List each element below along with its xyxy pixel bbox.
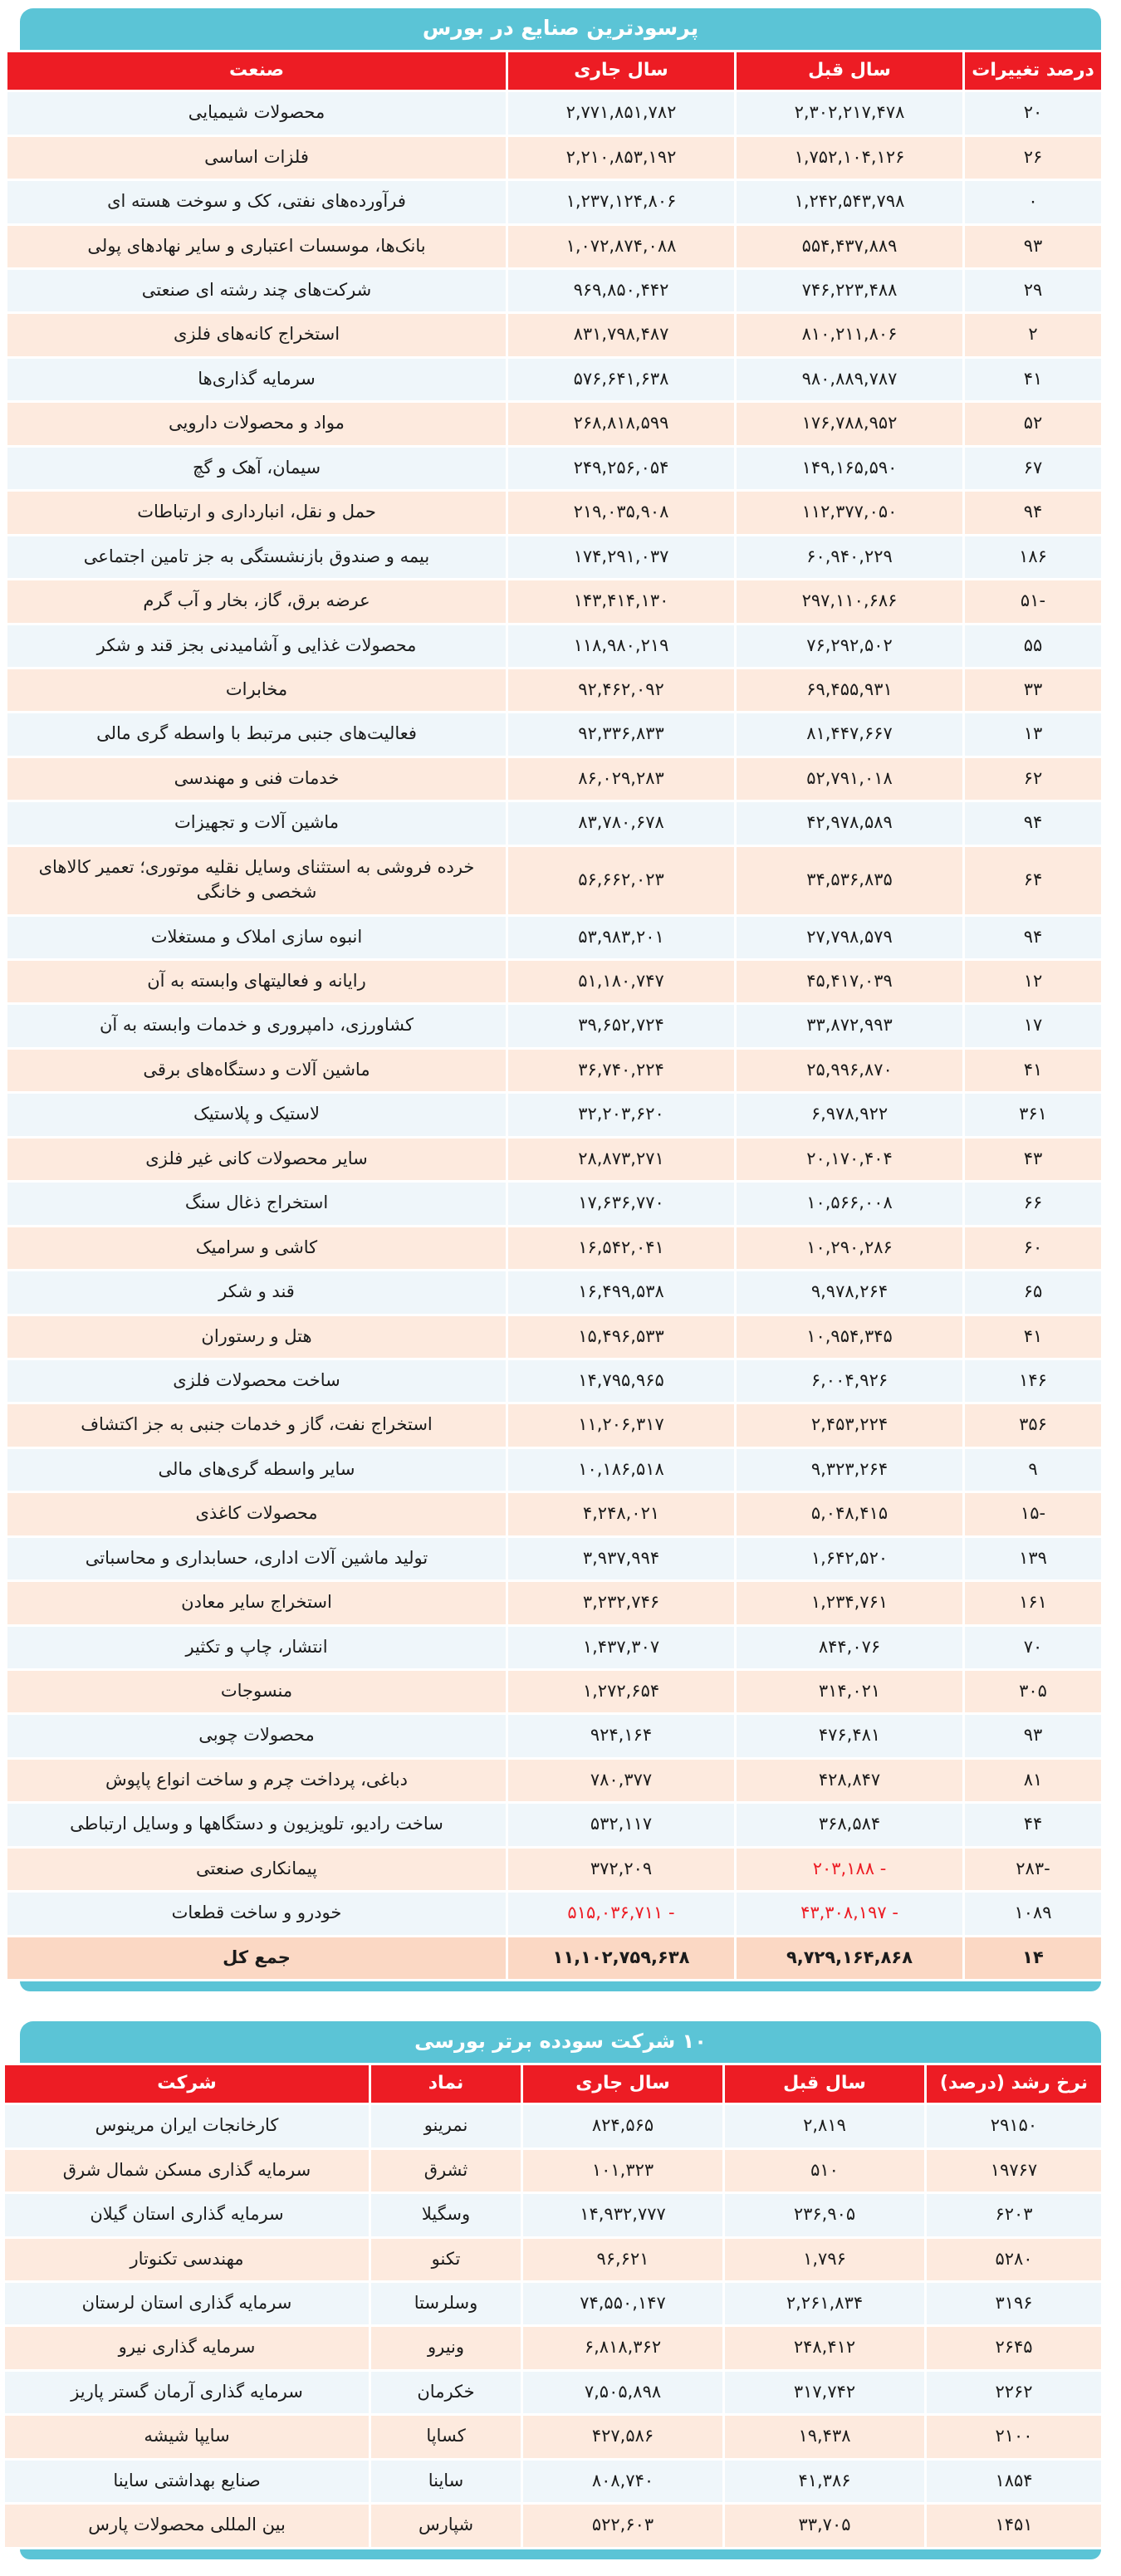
table-row [7, 1005, 1101, 1046]
table-row [7, 181, 1101, 223]
cell-current-year: ۹۲,۳۳۶,۸۳۳ [508, 713, 734, 755]
cell-previous-year: ۲,۳۰۲,۲۱۷,۴۷۸ [737, 92, 962, 134]
table-row [7, 1493, 1101, 1535]
cell-industry-name: بانک‌ها، موسسات اعتباری و سایر نهادهای پولی [7, 226, 506, 267]
cell-previous-year: ۵۲,۷۹۱,۰۱۸ [737, 758, 962, 800]
cell-current-year: ۵۳۲,۱۱۷ [508, 1804, 734, 1845]
cell-growth-rate: ۲۶۴۵ [927, 2327, 1101, 2368]
cell-previous-year: ۲۵,۹۹۶,۸۷۰ [737, 1050, 962, 1091]
table-row [7, 1449, 1101, 1491]
cell-company-current-year: ۱۰۱,۳۲۳ [523, 2150, 722, 2192]
cell-percent-change: ۶۰ [965, 1227, 1101, 1269]
cell-percent-change: ۳۰۵ [965, 1671, 1101, 1712]
cell-percent-change: ۴۱ [965, 1050, 1101, 1091]
cell-industry-name: فعالیت‌های جنبی مرتبط با واسطه گری مالی [7, 713, 506, 755]
cell-percent-change: ۴۱ [965, 1316, 1101, 1358]
table-row [7, 802, 1101, 844]
cell-percent-change: ۱۴۶ [965, 1360, 1101, 1402]
cell-previous-year: ۲۷,۷۹۸,۵۷۹ [737, 917, 962, 958]
table-row [7, 1893, 1101, 1934]
cell-percent-change: ۹۴ [965, 917, 1101, 958]
cell-current-year: ۲۸,۸۷۳,۲۷۱ [508, 1139, 734, 1180]
cell-previous-year: ۳۶۸,۵۸۴ [737, 1804, 962, 1845]
cell-percent-change: ۳۶۱ [965, 1094, 1101, 1135]
table-row [7, 1360, 1101, 1402]
cell-percent-change: ۱۷ [965, 1005, 1101, 1046]
cell-company-current-year: ۴۲۷,۵۸۶ [523, 2416, 722, 2457]
companies-header-row [5, 2065, 1101, 2103]
table-row [5, 2105, 1101, 2147]
cell-current-year: ۱۴,۷۹۵,۹۶۵ [508, 1360, 734, 1402]
column-header-current-year[interactable]: سال جاری [508, 52, 734, 90]
table-row [7, 226, 1101, 267]
cell-industry-name: انتشار، چاپ و تکثیر [7, 1627, 506, 1668]
companies-table-body [5, 2105, 1101, 2546]
cell-industry-name: استخراج نفت، گاز و خدمات جنبی به جز اکتشاف [7, 1404, 506, 1446]
cell-percent-change: ۵۲ [965, 403, 1101, 444]
cell-industry-name: استخراج سایر معادن [7, 1582, 506, 1623]
table-row [7, 1050, 1101, 1091]
cell-previous-year: ۵,۰۴۸,۴۱۵ [737, 1493, 962, 1535]
cell-previous-year: ۱۰,۹۵۴,۳۴۵ [737, 1316, 962, 1358]
cell-percent-change: ۶۷ [965, 448, 1101, 489]
table-row [7, 1094, 1101, 1135]
cell-percent-change: -۲۸۳ [965, 1849, 1101, 1890]
cell-company-symbol: تکنو [371, 2239, 521, 2280]
cell-current-year: ۲۱۹,۰۳۵,۹۰۸ [508, 492, 734, 533]
panel-spacer [0, 1991, 1121, 2013]
table-row [7, 1627, 1101, 1668]
cell-current-year: ۱,۴۳۷,۳۰۷ [508, 1627, 734, 1668]
cell-current-year: ۳۶,۷۴۰,۲۲۴ [508, 1050, 734, 1091]
cell-current-year: ۱۶,۴۹۹,۵۳۸ [508, 1271, 734, 1313]
table-row [5, 2239, 1101, 2280]
cell-company-previous-year: ۳۱۷,۷۴۲ [725, 2372, 924, 2413]
cell-industry-name: ماشین آلات و تجهیزات [7, 802, 506, 844]
table-row [7, 1671, 1101, 1712]
cell-industry-name: قند و شکر [7, 1271, 506, 1313]
table-row [5, 2372, 1101, 2413]
cell-industry-name: محصولات غذایی و آشامیدنی بجز قند و شکر [7, 625, 506, 667]
cell-percent-change: ۱۶۱ [965, 1582, 1101, 1623]
cell-percent-change: ۷۰ [965, 1627, 1101, 1668]
cell-industry-name: خدمات فنی و مهندسی [7, 758, 506, 800]
cell-previous-year: ۱۱۲,۳۷۷,۰۵۰ [737, 492, 962, 533]
cell-company-previous-year: ۲,۲۶۱,۸۳۴ [725, 2283, 924, 2324]
cell-current-year: ۱۱۸,۹۸۰,۲۱۹ [508, 625, 734, 667]
cell-company-name: سایپا شیشه [5, 2416, 369, 2457]
table-row [7, 1316, 1101, 1358]
industries-panel [0, 8, 1121, 1991]
cell-percent-change: ۱۳۹ [965, 1538, 1101, 1579]
cell-total-current-year: ۱۱,۱۰۲,۷۵۹,۶۳۸ [508, 1937, 734, 1979]
cell-current-year: ۳,۹۳۷,۹۹۴ [508, 1538, 734, 1579]
cell-industry-name: رایانه و فعالیتهای وابسته به آن [7, 961, 506, 1002]
column-header-percent-change[interactable]: درصد تغییرات [965, 52, 1101, 90]
cell-company-name: سرمایه گذاری آرمان گستر پاریز [5, 2372, 369, 2413]
cell-company-name: مهندسی تکنوتار [5, 2239, 369, 2280]
cell-industry-name: ماشین آلات و دستگاه‌های برقی [7, 1050, 506, 1091]
cell-percent-change: ۱۳ [965, 713, 1101, 755]
cell-percent-change: ۶۶ [965, 1183, 1101, 1224]
cell-previous-year: ۳۴,۵۳۶,۸۳۵ [737, 847, 962, 914]
cell-company-name: سرمایه گذاری استان لرستان [5, 2283, 369, 2324]
table-row [7, 713, 1101, 755]
cell-previous-year: ۷۴۶,۲۲۳,۴۸۸ [737, 270, 962, 311]
companies-table [2, 2063, 1104, 2549]
cell-percent-change: ۶۴ [965, 847, 1101, 914]
cell-industry-name: خودرو و ساخت قطعات [7, 1893, 506, 1934]
cell-current-year: - ۵۱۵,۰۳۶,۷۱۱ [508, 1893, 734, 1934]
cell-company-previous-year: ۳۳,۷۰۵ [725, 2505, 924, 2546]
cell-total-percent-change: ۱۴ [965, 1937, 1101, 1979]
infographic-page [0, 8, 1121, 2571]
table-row [7, 917, 1101, 958]
cell-industry-name: تولید ماشین آلات اداری، حسابداری و محاسباتی [7, 1538, 506, 1579]
column-header-previous-year[interactable]: سال قبل [737, 52, 962, 90]
cell-company-name: کارخانجات ایران مرینوس [5, 2105, 369, 2147]
cell-company-current-year: ۷,۵۰۵,۸۹۸ [523, 2372, 722, 2413]
cell-previous-year: ۶,۹۷۸,۹۲۲ [737, 1094, 962, 1135]
column-header-company-current-year[interactable]: سال جاری [523, 2065, 722, 2103]
table-row [7, 1271, 1101, 1313]
table-row [7, 580, 1101, 622]
cell-total-previous-year: ۹,۷۲۹,۱۶۴,۸۶۸ [737, 1937, 962, 1979]
table-row [5, 2327, 1101, 2368]
cell-growth-rate: ۲۹۱۵۰ [927, 2105, 1101, 2147]
cell-company-previous-year: ۱,۷۹۶ [725, 2239, 924, 2280]
cell-company-name: صنایع بهداشتی ساینا [5, 2461, 369, 2502]
cell-percent-change: ۲۰ [965, 92, 1101, 134]
cell-industry-name: سرمایه گذاری‌ها [7, 359, 506, 400]
cell-industry-name: کشاورزی، دامپروری و خدمات وابسته به آن [7, 1005, 506, 1046]
cell-previous-year: ۱۰,۲۹۰,۲۸۶ [737, 1227, 962, 1269]
table-row [7, 1582, 1101, 1623]
cell-industry-name: عرضه برق، گاز، بخار و آب گرم [7, 580, 506, 622]
cell-percent-change: ۲ [965, 314, 1101, 355]
cell-industry-name: خرده فروشی به استثنای وسایل نقلیه موتوری؛ تعمیر کالاهای شخصی و خانگی [7, 847, 506, 914]
cell-company-name: سرمایه گذاری استان گیلان [5, 2194, 369, 2236]
industries-table-body [7, 92, 1101, 1979]
table-row [7, 492, 1101, 533]
table-row [7, 314, 1101, 355]
cell-previous-year: ۸۱۰,۲۱۱,۸۰۶ [737, 314, 962, 355]
cell-percent-change: ۲۹ [965, 270, 1101, 311]
table-row [7, 1538, 1101, 1579]
cell-previous-year: ۹,۹۷۸,۲۶۴ [737, 1271, 962, 1313]
cell-current-year: ۳۷۲,۲۰۹ [508, 1849, 734, 1890]
table-row [7, 1139, 1101, 1180]
cell-industry-name: استخراج ذغال سنگ [7, 1183, 506, 1224]
cell-industry-name: محصولات چوبی [7, 1715, 506, 1756]
cell-industry-name: پیمانکاری صنعتی [7, 1849, 506, 1890]
cell-growth-rate: ۲۲۶۲ [927, 2372, 1101, 2413]
cell-company-symbol: ثشرق [371, 2150, 521, 2192]
cell-current-year: ۱۰,۱۸۶,۵۱۸ [508, 1449, 734, 1491]
companies-panel [0, 2021, 1121, 2559]
cell-growth-rate: ۱۸۵۴ [927, 2461, 1101, 2502]
cell-percent-change: ۸۱ [965, 1760, 1101, 1801]
cell-company-previous-year: ۵۱۰ [725, 2150, 924, 2192]
cell-previous-year: ۸۱,۴۴۷,۶۶۷ [737, 713, 962, 755]
cell-previous-year: ۶۰,۹۴۰,۲۲۹ [737, 536, 962, 578]
cell-company-previous-year: ۲,۸۱۹ [725, 2105, 924, 2147]
cell-previous-year: ۸۴۴,۰۷۶ [737, 1627, 962, 1668]
cell-current-year: ۸۳,۷۸۰,۶۷۸ [508, 802, 734, 844]
cell-company-name: بین المللی محصولات پارس [5, 2505, 369, 2546]
cell-previous-year: ۴۲۸,۸۴۷ [737, 1760, 962, 1801]
table-row [7, 1760, 1101, 1801]
industries-table-header [7, 52, 1101, 90]
table-row [5, 2194, 1101, 2236]
cell-previous-year: ۹,۳۲۳,۲۶۴ [737, 1449, 962, 1491]
cell-previous-year: ۱,۶۴۲,۵۲۰ [737, 1538, 962, 1579]
table-row [5, 2416, 1101, 2457]
table-row [7, 1227, 1101, 1269]
table-row [7, 448, 1101, 489]
cell-industry-name: لاستیک و پلاستیک [7, 1094, 506, 1135]
column-header-company-previous-year[interactable]: سال قبل [725, 2065, 924, 2103]
table-row [7, 536, 1101, 578]
cell-previous-year: ۱,۷۵۲,۱۰۴,۱۲۶ [737, 137, 962, 179]
cell-percent-change: ۳۵۶ [965, 1404, 1101, 1446]
cell-percent-change: ۰ [965, 181, 1101, 223]
cell-current-year: ۹۲,۴۶۲,۰۹۲ [508, 669, 734, 711]
cell-previous-year: ۳۱۴,۰۲۱ [737, 1671, 962, 1712]
cell-company-symbol: کساپا [371, 2416, 521, 2457]
cell-previous-year: - ۴۳,۳۰۸,۱۹۷ [737, 1893, 962, 1934]
cell-industry-name: منسوجات [7, 1671, 506, 1712]
cell-current-year: ۱۴۳,۴۱۴,۱۳۰ [508, 580, 734, 622]
cell-percent-change: ۹۳ [965, 1715, 1101, 1756]
cell-current-year: ۱۷۴,۲۹۱,۰۳۷ [508, 536, 734, 578]
cell-growth-rate: ۲۱۰۰ [927, 2416, 1101, 2457]
companies-table-header [5, 2065, 1101, 2103]
cell-company-current-year: ۱۴,۹۳۲,۷۷۷ [523, 2194, 722, 2236]
cell-current-year: ۵۷۶,۶۴۱,۶۳۸ [508, 359, 734, 400]
cell-previous-year: ۱,۲۴۲,۵۴۳,۷۹۸ [737, 181, 962, 223]
table-row [7, 961, 1101, 1002]
cell-industry-name: محصولات کاغذی [7, 1493, 506, 1535]
cell-previous-year: ۷۶,۲۹۲,۵۰۲ [737, 625, 962, 667]
table-row [7, 1804, 1101, 1845]
cell-current-year: ۱۱,۲۰۶,۳۱۷ [508, 1404, 734, 1446]
cell-industry-name: ساخت رادیو، تلویزیون و دستگاهها و وسایل ارتباطی [7, 1804, 506, 1845]
table-row [7, 625, 1101, 667]
cell-industry-name: مخابرات [7, 669, 506, 711]
cell-previous-year: ۱۷۶,۷۸۸,۹۵۲ [737, 403, 962, 444]
cell-company-current-year: ۸۰۸,۷۴۰ [523, 2461, 722, 2502]
cell-previous-year: ۲,۴۵۳,۲۲۴ [737, 1404, 962, 1446]
table-row [7, 1715, 1101, 1756]
cell-company-symbol: شپارس [371, 2505, 521, 2546]
cell-current-year: ۱,۲۷۲,۶۵۴ [508, 1671, 734, 1712]
cell-percent-change: ۵۵ [965, 625, 1101, 667]
cell-industry-name: فرآورده‌های نفتی، کک و سوخت هسته ای [7, 181, 506, 223]
cell-percent-change: ۲۶ [965, 137, 1101, 179]
cell-growth-rate: ۵۲۸۰ [927, 2239, 1101, 2280]
cell-company-current-year: ۷۴,۵۵۰,۱۴۷ [523, 2283, 722, 2324]
industries-table [5, 50, 1104, 1981]
table-row [7, 1849, 1101, 1890]
cell-current-year: ۵۳,۹۸۳,۲۰۱ [508, 917, 734, 958]
cell-company-current-year: ۸۲۴,۵۶۵ [523, 2105, 722, 2147]
table-row [7, 403, 1101, 444]
column-header-symbol[interactable]: نماد [371, 2065, 521, 2103]
cell-company-previous-year: ۱۹,۴۳۸ [725, 2416, 924, 2457]
column-header-company[interactable]: شرکت [5, 2065, 369, 2103]
cell-current-year: ۵۶,۶۶۲,۰۲۳ [508, 847, 734, 914]
cell-industry-name: ساخت محصولات فلزی [7, 1360, 506, 1402]
cell-percent-change: -۱۵ [965, 1493, 1101, 1535]
cell-percent-change: ۱۰۸۹ [965, 1893, 1101, 1934]
table-row [7, 137, 1101, 179]
cell-current-year: ۵۱,۱۸۰,۷۴۷ [508, 961, 734, 1002]
cell-industry-name: سایر واسطه گری‌های مالی [7, 1449, 506, 1491]
table-row [7, 1404, 1101, 1446]
cell-company-current-year: ۵۲۲,۶۰۳ [523, 2505, 722, 2546]
cell-industry-name: مواد و محصولات دارویی [7, 403, 506, 444]
industries-panel-title: پرسودترین صنایع در بورس [20, 8, 1101, 50]
cell-growth-rate: ۶۲۰۳ [927, 2194, 1101, 2236]
table-row [5, 2505, 1101, 2546]
cell-industry-name: هتل و رستوران [7, 1316, 506, 1358]
cell-industry-name: استخراج کانه‌های فلزی [7, 314, 506, 355]
cell-company-previous-year: ۲۳۶,۹۰۵ [725, 2194, 924, 2236]
total-row [7, 1937, 1101, 1979]
companies-panel-title: ۱۰ شرکت سودده برتر بورسی [20, 2021, 1101, 2063]
cell-company-symbol: ونیرو [371, 2327, 521, 2368]
industries-header-row [7, 52, 1101, 90]
cell-industry-name: سیمان، آهک و گچ [7, 448, 506, 489]
cell-previous-year: ۱,۲۳۴,۷۶۱ [737, 1582, 962, 1623]
cell-growth-rate: ۱۹۷۶۷ [927, 2150, 1101, 2192]
cell-industry-name: محصولات شیمیایی [7, 92, 506, 134]
cell-industry-name: بیمه و صندوق بازنشستگی به جز تامین اجتماعی [7, 536, 506, 578]
cell-current-year: ۱۷,۶۳۶,۷۷۰ [508, 1183, 734, 1224]
cell-company-symbol: وسلرستا [371, 2283, 521, 2324]
cell-industry-name: حمل و نقل، انبارداری و ارتباطات [7, 492, 506, 533]
cell-current-year: ۲۴۹,۲۵۶,۰۵۴ [508, 448, 734, 489]
cell-current-year: ۱,۰۷۲,۸۷۴,۰۸۸ [508, 226, 734, 267]
cell-current-year: ۲۶۸,۸۱۸,۵۹۹ [508, 403, 734, 444]
cell-percent-change: ۴۱ [965, 359, 1101, 400]
cell-percent-change: ۹ [965, 1449, 1101, 1491]
table-row [7, 359, 1101, 400]
cell-previous-year: ۳۳,۸۷۲,۹۹۳ [737, 1005, 962, 1046]
cell-current-year: ۲,۷۷۱,۸۵۱,۷۸۲ [508, 92, 734, 134]
cell-percent-change: ۱۸۶ [965, 536, 1101, 578]
cell-current-year: ۸۶,۰۲۹,۲۸۳ [508, 758, 734, 800]
cell-company-current-year: ۶,۸۱۸,۳۶۲ [523, 2327, 722, 2368]
cell-industry-name: سایر محصولات کانی غیر فلزی [7, 1139, 506, 1180]
cell-previous-year: ۶,۰۰۴,۹۲۶ [737, 1360, 962, 1402]
companies-panel-footer-bar [20, 2549, 1101, 2559]
cell-company-current-year: ۹۶,۶۲۱ [523, 2239, 722, 2280]
cell-current-year: ۱۵,۴۹۶,۵۳۳ [508, 1316, 734, 1358]
cell-percent-change: ۹۴ [965, 492, 1101, 533]
cell-growth-rate: ۳۱۹۶ [927, 2283, 1101, 2324]
cell-industry-name: کاشی و سرامیک [7, 1227, 506, 1269]
cell-previous-year: ۵۵۴,۴۳۷,۸۸۹ [737, 226, 962, 267]
cell-previous-year: ۲۹۷,۱۱۰,۶۸۶ [737, 580, 962, 622]
table-row [7, 1183, 1101, 1224]
cell-current-year: ۹۲۴,۱۶۴ [508, 1715, 734, 1756]
cell-company-previous-year: ۴۱,۳۸۶ [725, 2461, 924, 2502]
cell-previous-year: ۶۹,۴۵۵,۹۳۱ [737, 669, 962, 711]
cell-current-year: ۷۸۰,۳۷۷ [508, 1760, 734, 1801]
cell-growth-rate: ۱۴۵۱ [927, 2505, 1101, 2546]
cell-current-year: ۱,۲۳۷,۱۲۴,۸۰۶ [508, 181, 734, 223]
cell-percent-change: ۶۵ [965, 1271, 1101, 1313]
cell-percent-change: ۴۴ [965, 1804, 1101, 1845]
cell-previous-year: ۱۰,۵۶۶,۰۰۸ [737, 1183, 962, 1224]
table-row [7, 669, 1101, 711]
table-row [7, 270, 1101, 311]
cell-current-year: ۲,۲۱۰,۸۵۳,۱۹۲ [508, 137, 734, 179]
cell-percent-change: -۵۱ [965, 580, 1101, 622]
column-header-growth-rate[interactable]: نرخ رشد (درصد) [927, 2065, 1101, 2103]
cell-previous-year: ۴۵,۴۱۷,۰۳۹ [737, 961, 962, 1002]
cell-previous-year: - ۲۰۳,۱۸۸ [737, 1849, 962, 1890]
cell-percent-change: ۳۳ [965, 669, 1101, 711]
table-row [5, 2150, 1101, 2192]
cell-company-symbol: ساینا [371, 2461, 521, 2502]
cell-current-year: ۸۳۱,۷۹۸,۴۸۷ [508, 314, 734, 355]
cell-percent-change: ۹۴ [965, 802, 1101, 844]
cell-total-label: جمع کل [7, 1937, 506, 1979]
cell-industry-name: انبوه سازی املاک و مستغلات [7, 917, 506, 958]
cell-current-year: ۴,۲۴۸,۰۲۱ [508, 1493, 734, 1535]
cell-previous-year: ۲۰,۱۷۰,۴۰۴ [737, 1139, 962, 1180]
cell-current-year: ۳۲,۲۰۳,۶۲۰ [508, 1094, 734, 1135]
cell-company-previous-year: ۲۴۸,۴۱۲ [725, 2327, 924, 2368]
cell-percent-change: ۱۲ [965, 961, 1101, 1002]
cell-percent-change: ۹۳ [965, 226, 1101, 267]
cell-current-year: ۳۹,۶۵۲,۷۲۴ [508, 1005, 734, 1046]
cell-previous-year: ۱۴۹,۱۶۵,۵۹۰ [737, 448, 962, 489]
cell-previous-year: ۹۸۰,۸۸۹,۷۸۷ [737, 359, 962, 400]
cell-previous-year: ۴۲,۹۷۸,۵۸۹ [737, 802, 962, 844]
table-row [5, 2461, 1101, 2502]
cell-company-name: سرمایه گذاری مسکن شمال شرق [5, 2150, 369, 2192]
table-row [7, 758, 1101, 800]
cell-percent-change: ۶۲ [965, 758, 1101, 800]
cell-current-year: ۳,۲۳۲,۷۴۶ [508, 1582, 734, 1623]
cell-current-year: ۹۶۹,۸۵۰,۴۴۲ [508, 270, 734, 311]
cell-company-symbol: نمرینو [371, 2105, 521, 2147]
cell-company-name: سرمایه گذاری نیرو [5, 2327, 369, 2368]
table-row [7, 92, 1101, 134]
cell-current-year: ۱۶,۵۴۲,۰۴۱ [508, 1227, 734, 1269]
cell-industry-name: فلزات اساسی [7, 137, 506, 179]
cell-percent-change: ۴۳ [965, 1139, 1101, 1180]
industries-panel-footer-bar [20, 1981, 1101, 1991]
cell-company-symbol: خکرمان [371, 2372, 521, 2413]
cell-industry-name: شرکت‌های چند رشته ای صنعتی [7, 270, 506, 311]
table-row [7, 847, 1101, 914]
table-row [5, 2283, 1101, 2324]
cell-previous-year: ۴۷۶,۴۸۱ [737, 1715, 962, 1756]
cell-industry-name: دباغی، پرداخت چرم و ساخت انواع پاپوش [7, 1760, 506, 1801]
column-header-industry[interactable]: صنعت [7, 52, 506, 90]
cell-company-symbol: وسگیلا [371, 2194, 521, 2236]
